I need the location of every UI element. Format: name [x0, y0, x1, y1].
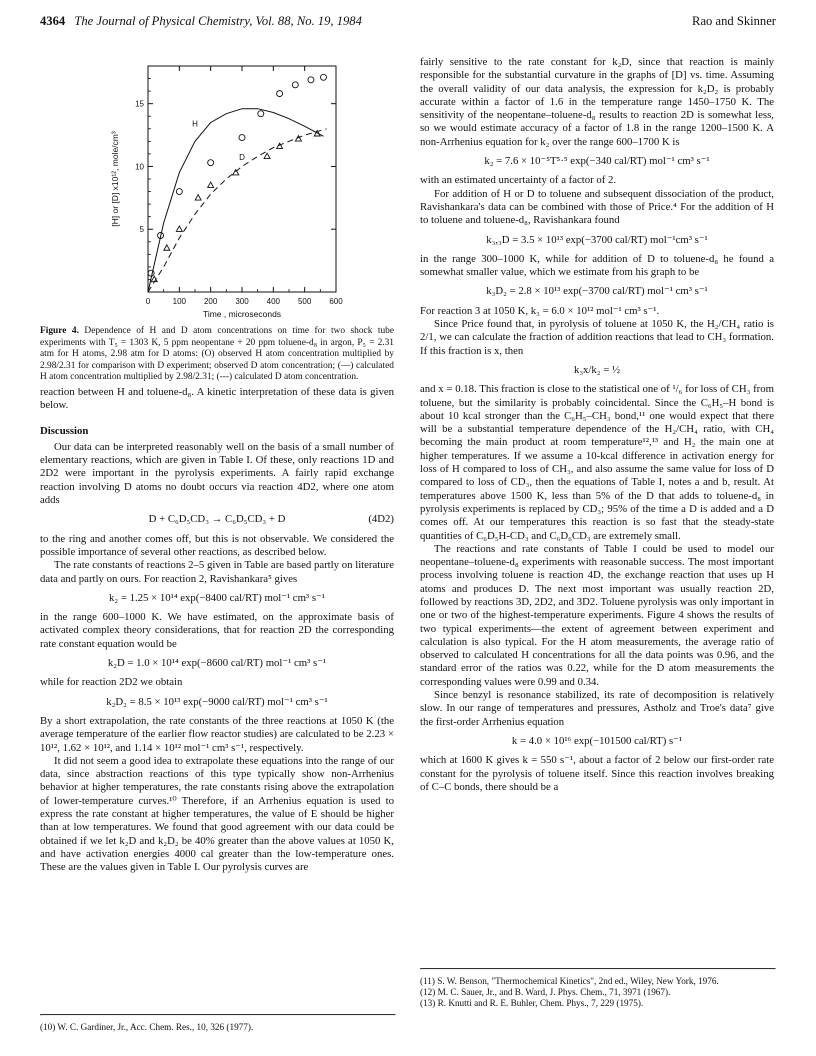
h-data-point — [176, 189, 182, 195]
equation-4d2 — [40, 513, 394, 526]
h-data-point — [320, 74, 326, 80]
plot-frame — [148, 66, 336, 292]
paragraph: Since Price found that, in pyrolysis of toluene at 1050 K, the H₂/CH₄ ratio is 2/1, we can calculate the fraction of addition reactions that lead to CH₃ formation. If this fraction is x, then — [420, 318, 774, 357]
y-axis-label: [H] or [D] x10¹², mole/cm³ — [110, 131, 120, 227]
page-number: 4364 — [40, 14, 66, 28]
paragraph: which at 1600 K gives k = 550 s⁻¹, about a factor of 2 below our first-order rate constant for the pyrolysis of toluene itself. Since this reaction involves breaking of C–C bonds, there should be a — [420, 754, 774, 793]
paragraph: By a short extrapolation, the rate constants of the three reactions at 1050 K (the average temperature of the earlier flow reactor studies) are calculated to be 2.23 × 10¹², 1.62 × 10¹², and 1.14 × 10¹² mol⁻¹ cm³ s⁻¹, respectively. — [40, 714, 394, 754]
d-data-point — [208, 182, 214, 187]
paragraph: with an estimated uncertainty of a factor of 2. — [420, 174, 617, 187]
h-data-point — [239, 135, 245, 141]
h-data-point — [308, 77, 314, 83]
equation-number: (4D2) — [368, 513, 394, 526]
d-data-point — [195, 195, 201, 200]
equation-k-benzyl: k = 4.0 × 10¹⁶ exp(−101500 cal/RT) s⁻¹ — [511, 734, 683, 747]
caption-text: Dependence of H and D atom concentrations on time for two shock tube experiments with T₅ = 1303 K, 5 ppm neopentane + 20 ppm toluene-d₈ in argon, P₅ = 2.31 atm for H atoms, 2.98 atm for D atoms: (O) observed H atom concentration multiplied by 2.98/2.31 for comparison with D experiment; observed D atom concentration; (—) calculated H atom concentration multiplied by 2.98/2.31; (---) calculated D atom concentration. — [40, 326, 395, 383]
x-tick-label: 500 — [297, 297, 312, 306]
x-tick-label: 100 — [172, 297, 187, 306]
x-axis-label: Time , microseconds — [202, 309, 282, 319]
journal-title: The Journal of Physical Chemistry, Vol. 88, No. 19, 1984 — [74, 14, 362, 28]
equation-k2-nonarrhenius: k₂ = 7.6 × 10⁻⁵T⁵·⁵ exp(−340 cal/RT) mol⁻¹ cm³ s⁻¹ — [484, 155, 710, 168]
footnote-13: (13) R. Knutti and R. E. Buhler, Chem. Phys., 7, 229 (1975). — [420, 998, 644, 1008]
footnote-10: (10) W. C. Gardiner, Jr., Acc. Chem. Res., 10, 326 (1977). — [40, 1022, 254, 1032]
h-data-point — [292, 82, 298, 88]
x-tick-label: 600 — [329, 297, 343, 306]
x-tick-label: 200 — [203, 297, 218, 306]
h-data-point — [258, 111, 264, 117]
footnote-11: (11) S. W. Benson, "Thermochemical Kinetics", 2nd ed., Wiley, New York, 1976. — [420, 976, 719, 986]
d-data-point — [176, 226, 182, 231]
d-data-point — [264, 153, 270, 158]
footnote-12: (12) M. C. Sauer, Jr., and B. Ward, J. Phys. Chem., 71, 3971 (1967). — [420, 987, 671, 997]
paragraph: The rate constants of reactions 2–5 given in Table are based partly on literature data and partly on ours. For reaction 2, Ravishankara⁵ gives — [40, 559, 394, 585]
curve-d — [148, 129, 327, 292]
paragraph: For reaction 3 at 1050 K, k₃ = 6.0 × 10¹² mol⁻¹ cm³ s⁻¹. — [420, 304, 660, 317]
curve-label-d: D — [239, 153, 245, 163]
paragraph: It did not seem a good idea to extrapolate these equations into the range of our data, since abstraction reactions of this type typically show non-Arrhenius behavior at higher temperatures, the rate constants rising above the extrapolation of lower-temperature curves.¹⁰ Therefore, if an Arrhenius equation is used to express the rate constant at higher temperatures, the value of E should be higher than at low temperatures. We found that good agreement with our data could be obtained if we let k₂D and k₂D₂ be 40% greater than the above values at 1050 K, and have activation energies 4000 cal greater than the low-temperature ones. These are the values given in Table I. Our pyrolysis curves are — [40, 754, 394, 874]
equation-k3: k₃,₃D = 3.5 × 10¹³ exp(−3700 cal/RT) mol⁻¹cm³ s⁻¹ — [486, 233, 708, 246]
h-data-point — [277, 91, 283, 97]
running-authors: Rao and Skinner — [692, 14, 776, 28]
paragraph: to the ring and another comes off, but this is not observable. We considered the possible importance of several other reactions, as described below. — [40, 532, 394, 558]
curve-label-h: H — [192, 119, 198, 129]
paragraph: and x = 0.18. This fraction is close to the statistical one of ¹/₆ for loss of CH₃ from toluene, but the similarity is probably coincidental. Since the C₆H₅–H bond is about 10 kcal stronger than the C₆H₅–CH₃ bond,¹¹ one would expect that there will be a substantial temperature dependence of the H₂/CH₄ ratio, with CH₄ becoming the main product at room temperature¹²,¹³ and H₂ the main one at higher temperatures. If we assume a 10-kcal difference in activation energy for loss of H compared to loss of CH₃, and also assume the same value for loss of D compared to loss of CD₃, then the equations of Table I, notes a and b, result. At temperatures above 1500 K, less than 5% of the D that adds to toluene-d₈ in pyrolysis experiments is replaced by CD₃; 95% of the time a D is added and a D comes off. At our temperatures this reaction is so fast that the steady-state quantities of C₆D₅H-CD₃ and C₆D₆CD₃ are extremely small. — [420, 383, 774, 542]
equation-k2d2: k₂D₂ = 8.5 × 10¹³ exp(−9000 cal/RT) mol⁻¹ cm³ s⁻¹ — [106, 695, 328, 708]
x-tick-label: 0 — [145, 297, 151, 306]
footnotes-left — [40, 1014, 394, 1033]
footnote-rule — [40, 1014, 396, 1016]
y-tick-label: 5 — [139, 225, 144, 235]
page-header — [40, 14, 776, 32]
x-tick-label: 300 — [235, 297, 249, 306]
footnotes-right — [420, 968, 774, 1009]
curve-h — [148, 109, 324, 292]
x-tick-label: 400 — [266, 297, 281, 306]
equation-k3d2: k₃D₂ = 2.8 × 10¹³ exp(−3700 cal/RT) mol⁻¹ cm³ s⁻¹ — [486, 285, 708, 298]
h-data-point — [208, 160, 214, 166]
paragraph: in the range 300–1000 K, while for addition of D to toluene-d₈ he found a somewhat smaller value, which we estimate from his graph to be — [420, 252, 774, 279]
paragraph: Since benzyl is resonance stabilized, its rate of decomposition is relatively slow. In our range of temperatures and pressures, Astholz and Troe's data⁷ give the first-order Arrhenius equation — [420, 689, 774, 728]
y-tick-label: 10 — [135, 162, 144, 172]
equation-text: D + C₆D₅CD₃ → C₆D₅CD₃ + D — [148, 513, 286, 526]
caption-label: Figure 4. — [40, 326, 79, 336]
para-continued: reaction between H and toluene-d₈. A kinetic interpretation of these data is given below. — [40, 385, 394, 412]
h-data-point — [148, 270, 154, 276]
equation-k2d: k₂D = 1.0 × 10¹⁴ exp(−8600 cal/RT) mol⁻¹ cm³ s⁻¹ — [107, 657, 327, 670]
d-data-point — [164, 245, 170, 250]
equation-k2: k₂ = 1.25 × 10¹⁴ exp(−8400 cal/RT) mol⁻¹ cm³ s⁻¹ — [109, 591, 325, 604]
section-heading-discussion: Discussion — [40, 424, 89, 437]
paragraph: For addition of H or D to toluene and subsequent dissociation of the product, Ravishankara's data can be combined with those of Price.⁴ For the addition of H to toluene and toluene-d₈, Ravishankara found — [420, 187, 774, 227]
equation-fraction: k₃x/k₂ = ½ — [573, 363, 621, 376]
right-column — [420, 56, 774, 794]
footnote-rule — [420, 968, 776, 970]
paragraph: in the range 600–1000 K. We have estimated, on the approximate basis of activated complex theory considerations, that for reaction 2D the corresponding rate constant equation would be — [40, 611, 394, 650]
paragraph: Our data can be interpreted reasonably well on the basis of a small number of elementary reactions, which are given in Table I. Of these, only reactions 1D and 2D2 were important in the pyrolysis experiments. A fairly rapid exchange reaction involving D atoms no doubt occurs via reaction 4D2, where one atom adds — [40, 440, 394, 507]
paragraph: while for reaction 2D2 we obtain — [40, 676, 183, 689]
paragraph: fairly sensitive to the rate constant for k₂D, since that reaction is mainly responsible for the substantial curvature in the graphs of [D] vs. time. Assuming the overall validity of our data analysis, the expression for k₂D₂ is probably accurate within a factor of 1.6 in the temperature range 1450–1750 K. The sensitivity of the neopentane–toluene-d₈ results to reaction 2D is somewhat less, so we would estimate accuracy of a factor of 1.8 in the range 1200–1500 K. A non-Arrhenius equation for k₂ over the range 600–1700 K is — [420, 56, 774, 148]
left-column — [40, 56, 394, 874]
y-tick-label: 15 — [135, 99, 144, 109]
figure-4-caption — [40, 326, 394, 384]
figure-4 — [40, 56, 394, 324]
paragraph: The reactions and rate constants of Table I could be used to model our neopentane–toluene-d₈ experiments with reasonable success. The most important process involving toluene is reaction 4D, the exchange reaction that uses up H atoms and produces D. The next most important was usually reaction 2D, followed by reactions 3D, 2D2, and 3D2. Toluene pyrolysis was only important in one or two of the highest-temperature experiments. Figure 4 shows the results of two typical experiments—the extent of agreement between experiment and calculation is also typical. For the H atom measurements, the average ratio of observed to calculated H concentrations for all the data points was 0.96, and the standard error of the ratios was 0.22, while for the D atom measurements the corresponding values were 0.99 and 0.34. — [420, 542, 774, 688]
figure-4-chart — [40, 56, 394, 324]
